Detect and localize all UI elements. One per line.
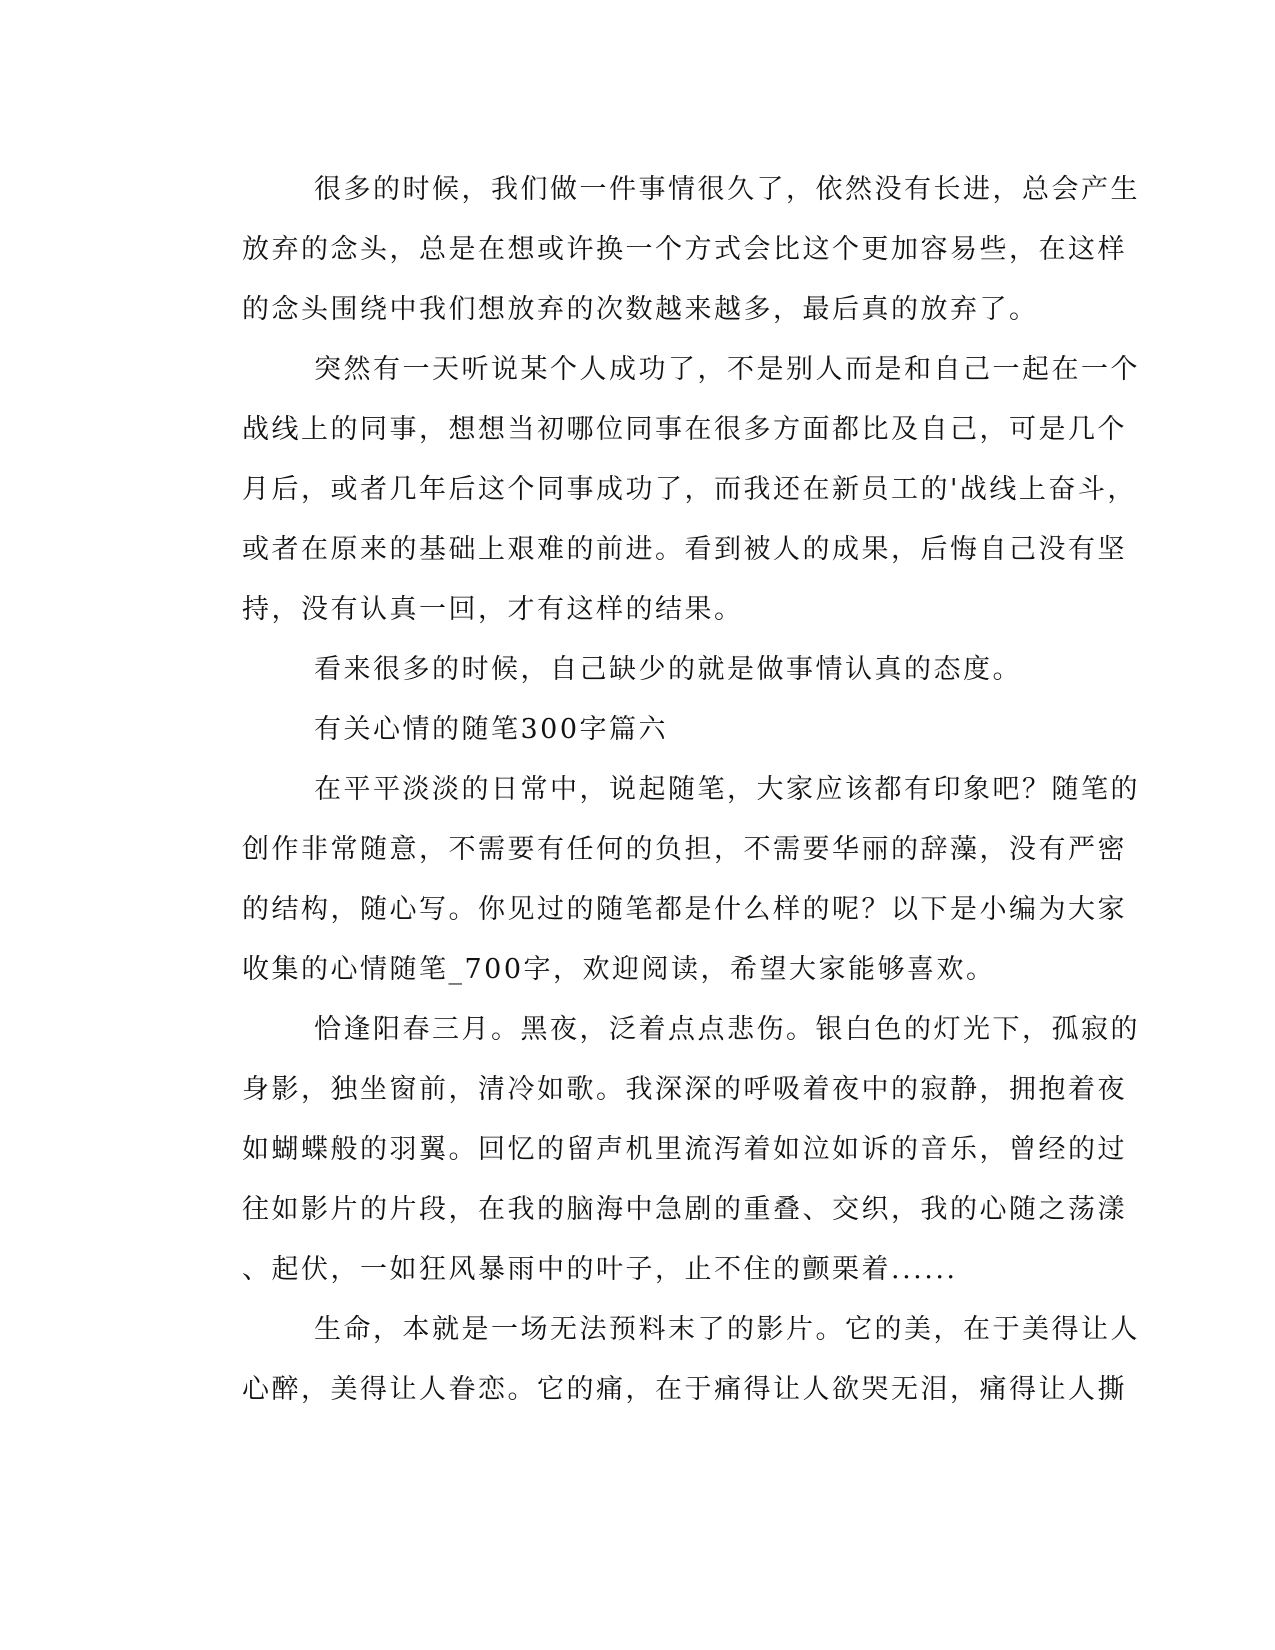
text-line: 的结构，随心写。你见过的随笔都是什么样的呢？以下是小编为大家	[242, 894, 1127, 925]
text-line: 放弃的念头，总是在想或许换一个方式会比这个更加容易些，在这样	[242, 234, 1127, 265]
text-line: 很多的时候，我们做一件事情很久了，依然没有长进，总会产生	[314, 174, 1140, 205]
text-line: 突然有一天听说某个人成功了，不是别人而是和自己一起在一个	[314, 354, 1140, 385]
paragraph-3	[188, 640, 1068, 700]
text-line: 创作非常随意，不需要有任何的负担，不需要华丽的辞藻，没有严密	[242, 834, 1127, 865]
text-line: 持，没有认真一回，才有这样的结果。	[242, 594, 744, 625]
paragraph-6	[188, 1000, 1140, 1300]
text-line: 战线上的同事，想想当初哪位同事在很多方面都比及自己，可是几个	[242, 414, 1127, 445]
text-line: 身影，独坐窗前，清冷如歌。我深深的呼吸着夜中的寂静，拥抱着夜	[242, 1074, 1127, 1105]
paragraph-5	[188, 760, 1140, 1000]
text-line: 心醉，美得让人眷恋。它的痛，在于痛得让人欲哭无泪，痛得让人撕	[242, 1374, 1127, 1405]
text-line: 的念头围绕中我们想放弃的次数越来越多，最后真的放弃了。	[242, 294, 1039, 325]
text-line: 恰逢阳春三月。黑夜，泛着点点悲伤。银白色的灯光下，孤寂的	[314, 1014, 1140, 1045]
text-line: 、起伏，一如狂风暴雨中的叶子，止不住的颤栗着......	[242, 1254, 958, 1285]
text-line: 看来很多的时候，自己缺少的就是做事情认真的态度。	[314, 654, 1022, 685]
heading-line: 有关心情的随笔300字篇六	[314, 714, 669, 745]
text-line: 在平平淡淡的日常中，说起随笔，大家应该都有印象吧？随笔的	[314, 774, 1140, 805]
text-line: 如蝴蝶般的羽翼。回忆的留声机里流泻着如泣如诉的音乐，曾经的过	[242, 1134, 1127, 1165]
paragraph-1	[188, 160, 1140, 340]
text-line: 收集的心情随笔_700字，欢迎阅读，希望大家能够喜欢。	[242, 954, 996, 985]
section-heading	[188, 700, 1068, 760]
paragraph-2	[188, 340, 1140, 640]
text-line: 或者在原来的基础上艰难的前进。看到被人的成果，后悔自己没有坚	[242, 534, 1127, 565]
text-line: 往如影片的片段，在我的脑海中急剧的重叠、交织，我的心随之荡漾	[242, 1194, 1127, 1225]
text-line: 月后，或者几年后这个同事成功了，而我还在新员工的'战线上奋斗，	[242, 474, 1137, 505]
paragraph-7	[188, 1300, 1140, 1420]
text-line: 生命，本就是一场无法预料末了的影片。它的美，在于美得让人	[314, 1314, 1140, 1345]
document-body	[188, 160, 1140, 1420]
